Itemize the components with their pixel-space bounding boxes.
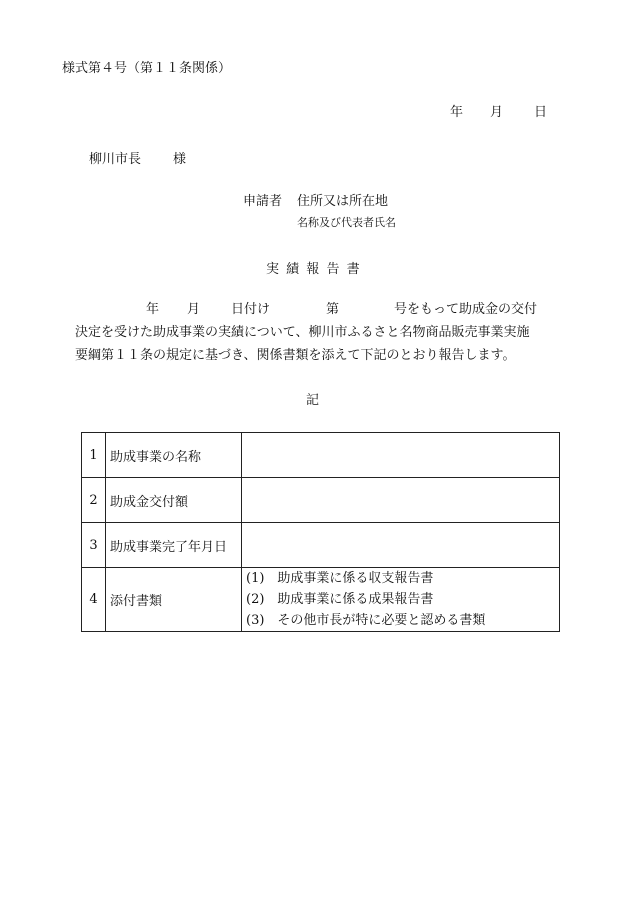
attachment-item: (2) 助成事業に係る成果報告書 [246,592,434,607]
body-rest: 号をもって助成金の交付 [394,302,538,317]
date-year: 年 [450,105,464,120]
row-number: 1 [82,433,106,478]
row-label: 助成事業の名称 [106,433,242,478]
row-label: 助成金交付額 [106,478,242,523]
form-label: 様式第４号（第１１条関係） [62,61,232,76]
document-title: 実績報告書 [266,262,367,277]
date-month: 月 [490,105,504,120]
row-label: 添付書類 [106,568,242,632]
attachment-item: (3) その他市長が特に必要と認める書類 [246,613,486,628]
body-month: 月 [187,302,201,317]
date-line [450,101,548,120]
body-line-1 [146,298,538,321]
applicant-role: 申請者 [243,194,283,209]
report-table [81,432,560,632]
table-row [82,523,560,568]
row-number: 2 [82,478,106,523]
body-year: 年 [146,302,160,317]
applicant-address-label: 住所又は所在地 [297,194,389,209]
addressee [89,148,187,167]
table-row [82,568,560,632]
attachment-item: (1) 助成事業に係る収支報告書 [246,571,434,586]
row-number: 3 [82,523,106,568]
row-number: 4 [82,568,106,632]
attachments-cell [242,568,560,632]
applicant-name-label: 名称及び代表者氏名 [297,216,396,229]
table-row [82,478,560,523]
addressee-name: 柳川市長 [89,152,142,167]
body-dai: 第 [326,302,340,317]
applicant-block [243,190,389,209]
date-day: 日 [534,105,548,120]
addressee-honorific: 様 [173,152,187,167]
row-label: 助成事業完了年月日 [106,523,242,568]
row-value-cell[interactable] [242,478,560,523]
body-line-2: 決定を受けた助成事業の実績について、柳川市ふるさと名物商品販売事業実施 [75,325,530,340]
row-value-cell[interactable] [242,523,560,568]
table-row [82,433,560,478]
body-dated: 日付け [231,302,271,317]
body-line-3: 要綱第１１条の規定に基づき、関係書類を添えて下記のとおり報告します。 [75,348,516,363]
ki-heading: 記 [306,393,320,408]
row-value-cell[interactable] [242,433,560,478]
